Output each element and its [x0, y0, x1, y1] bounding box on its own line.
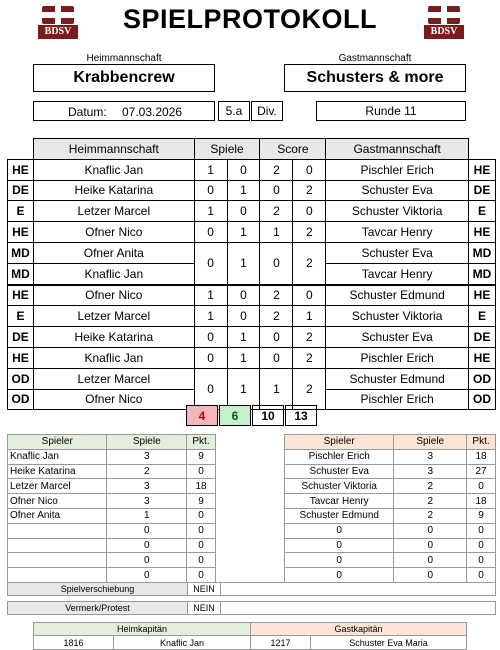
- away-captain-label: Gastkapitän: [251, 623, 466, 636]
- away-stats-player: Pischler Erich: [285, 449, 394, 464]
- away-stats-player: 0: [285, 523, 394, 538]
- match-type-away: HE: [469, 285, 496, 306]
- col-header-score: Score: [260, 139, 326, 160]
- logo-right: BDSV: [424, 4, 464, 40]
- away-stats-player: 0: [285, 538, 394, 553]
- match-away-player: Schuster Viktoria: [326, 201, 469, 222]
- total-score-home: 10: [252, 405, 284, 426]
- captains-block: [33, 622, 467, 650]
- match-type-away: MD: [469, 242, 496, 263]
- match-row: [8, 242, 496, 263]
- home-stats-player: [8, 553, 107, 568]
- away-captain-name: Schuster Eva Maria: [349, 637, 428, 648]
- away-team-label: Gastmannschaft: [338, 52, 412, 64]
- match-s1: 2: [260, 285, 293, 306]
- match-s2: 1: [293, 306, 326, 327]
- match-row: [8, 347, 496, 368]
- match-away-player: Pischler Erich: [326, 389, 469, 410]
- home-stats-games: 3: [107, 449, 187, 464]
- home-stats-row: [8, 479, 216, 494]
- match-table: [7, 138, 496, 410]
- home-stats-games: 0: [107, 523, 187, 538]
- match-type-away: HE: [469, 347, 496, 368]
- away-stats-pts: 0: [467, 553, 496, 568]
- match-g1: 1: [194, 159, 227, 180]
- home-stats-header-games: Spiele: [107, 435, 187, 450]
- away-stats-games: 2: [394, 494, 467, 509]
- protest-value: NEIN: [188, 602, 221, 614]
- away-stats-player: Tavcar Henry: [285, 494, 394, 509]
- match-type-home: MD: [8, 242, 34, 263]
- match-away-player: Tavcar Henry: [326, 263, 469, 284]
- match-type-home: E: [8, 306, 34, 327]
- total-score-away: 13: [285, 405, 317, 426]
- match-g1: 0: [194, 242, 227, 284]
- away-stats-pts: 0: [467, 523, 496, 538]
- home-stats-row: [8, 553, 216, 568]
- division-label: Div.: [251, 101, 283, 121]
- away-stats-pts: 0: [467, 538, 496, 553]
- match-row: [8, 368, 496, 389]
- home-stats-row: [8, 538, 216, 553]
- match-s2: 2: [293, 327, 326, 348]
- home-stats-pts: 0: [187, 553, 216, 568]
- match-s2: 2: [293, 368, 326, 410]
- away-stats-pts: 0: [467, 568, 496, 583]
- home-stats-games: 1: [107, 508, 187, 523]
- home-stats-row: [8, 508, 216, 523]
- postpone-label: Spielverschiebung: [8, 583, 188, 595]
- match-type-away: MD: [469, 263, 496, 284]
- match-type-home: DE: [8, 327, 34, 348]
- match-s1: 0: [260, 242, 293, 284]
- match-type-away: E: [469, 306, 496, 327]
- match-g1: 0: [194, 180, 227, 201]
- match-home-player: Letzer Marcel: [33, 306, 194, 327]
- match-type-away: OD: [469, 368, 496, 389]
- home-stats-row: [8, 494, 216, 509]
- home-stats-games: 0: [107, 538, 187, 553]
- match-s1: 0: [260, 180, 293, 201]
- away-stats-games: 3: [394, 449, 467, 464]
- away-stats-player: 0: [285, 568, 394, 583]
- home-captain-name: Knaflic Jan: [114, 636, 251, 649]
- home-stats-pts: 0: [187, 568, 216, 583]
- match-g2: 1: [227, 327, 260, 348]
- home-stats-header-pts: Pkt.: [187, 435, 216, 450]
- home-stats-row: [8, 523, 216, 538]
- match-away-player: Schuster Edmund: [326, 285, 469, 306]
- match-s2: 2: [293, 222, 326, 243]
- match-type-home: OD: [8, 368, 34, 389]
- home-stats-player: [8, 538, 107, 553]
- match-s1: 1: [260, 368, 293, 410]
- match-s1: 2: [260, 159, 293, 180]
- home-stats-header-player: Spieler: [8, 435, 107, 450]
- match-home-player: Knaflic Jan: [33, 159, 194, 180]
- match-g2: 0: [227, 201, 260, 222]
- away-stats-row: [285, 508, 496, 523]
- match-away-player: Pischler Erich: [326, 347, 469, 368]
- away-stats-player: Schuster Viktoria: [285, 479, 394, 494]
- match-g2: 1: [227, 242, 260, 284]
- away-stats-games: 3: [394, 464, 467, 479]
- home-captain-label: Heimkapitän: [34, 623, 251, 636]
- match-s2: 0: [293, 285, 326, 306]
- date-field: [33, 101, 215, 121]
- match-type-home: HE: [8, 222, 34, 243]
- home-stats-pts: 0: [187, 538, 216, 553]
- match-g1: 0: [194, 327, 227, 348]
- match-type-away: HE: [469, 222, 496, 243]
- home-stats-pts: 0: [187, 508, 216, 523]
- match-s1: 0: [260, 347, 293, 368]
- logo-left: BDSV: [38, 4, 78, 40]
- home-stats-games: 3: [107, 494, 187, 509]
- total-games-away: 6: [219, 405, 251, 426]
- away-stats-row: [285, 464, 496, 479]
- col-header-games: Spiele: [194, 139, 260, 160]
- match-home-player: Letzer Marcel: [33, 201, 194, 222]
- match-type-away: DE: [469, 327, 496, 348]
- col-header-home: Heimmannschaft: [33, 139, 194, 160]
- protest-row: [7, 601, 496, 615]
- home-stats-pts: 9: [187, 449, 216, 464]
- away-stats-pts: 18: [467, 449, 496, 464]
- away-stats-player: Schuster Edmund: [285, 508, 394, 523]
- home-stats-player: Ofner Nico: [8, 494, 107, 509]
- home-stats-player: [8, 568, 107, 583]
- match-row: [8, 180, 496, 201]
- home-stats-row: [8, 449, 216, 464]
- match-g2: 1: [227, 347, 260, 368]
- postpone-row: [7, 582, 496, 596]
- match-type-home: MD: [8, 263, 34, 284]
- match-home-player: Ofner Nico: [33, 285, 194, 306]
- match-g1: 1: [194, 306, 227, 327]
- match-type-home: HE: [8, 347, 34, 368]
- away-stats-games: 0: [394, 538, 467, 553]
- match-g1: 0: [194, 222, 227, 243]
- away-captain-id: 1217: [251, 636, 311, 649]
- date-value: 07.03.2026: [122, 105, 183, 119]
- match-s1: 1: [260, 222, 293, 243]
- match-away-player: Pischler Erich: [326, 159, 469, 180]
- home-stats-player: Ofner Anita: [8, 508, 107, 523]
- home-stats-player: Letzer Marcel: [8, 479, 107, 494]
- away-stats-header-player: Spieler: [285, 435, 394, 450]
- away-stats-games: 0: [394, 568, 467, 583]
- match-g2: 0: [227, 285, 260, 306]
- match-home-player: Heike Katarina: [33, 180, 194, 201]
- match-s1: 0: [260, 327, 293, 348]
- away-stats-pts: 18: [467, 494, 496, 509]
- match-away-player: Schuster Edmund: [326, 368, 469, 389]
- page-title: SPIELPROTOKOLL: [122, 4, 378, 34]
- home-stats-pts: 18: [187, 479, 216, 494]
- home-team-label: Heimmannschaft: [86, 52, 162, 64]
- home-stats-player: Heike Katarina: [8, 464, 107, 479]
- match-type-home: HE: [8, 285, 34, 306]
- match-type-home: OD: [8, 389, 34, 410]
- match-type-home: DE: [8, 180, 34, 201]
- match-g2: 1: [227, 180, 260, 201]
- match-away-player: Schuster Viktoria: [326, 306, 469, 327]
- home-stats-games: 0: [107, 568, 187, 583]
- away-team-name: Schusters & more: [284, 64, 466, 92]
- away-stats-header-games: Spiele: [394, 435, 467, 450]
- home-stats-pts: 9: [187, 494, 216, 509]
- match-home-player: Knaflic Jan: [33, 347, 194, 368]
- match-row: [8, 327, 496, 348]
- away-stats-pts: 9: [467, 508, 496, 523]
- away-stats-games: 2: [394, 508, 467, 523]
- match-home-player: Ofner Nico: [33, 222, 194, 243]
- match-type-away: HE: [469, 159, 496, 180]
- match-home-player: Letzer Marcel: [33, 368, 194, 389]
- home-stats-row: [8, 464, 216, 479]
- home-stats-table: [7, 434, 216, 583]
- away-stats-games: 0: [394, 523, 467, 538]
- away-stats-games: 0: [394, 553, 467, 568]
- match-s2: 2: [293, 347, 326, 368]
- match-s1: 2: [260, 201, 293, 222]
- col-header-away: Gastmannschaft: [326, 139, 469, 160]
- home-stats-row: [8, 568, 216, 583]
- match-away-player: Tavcar Henry: [326, 222, 469, 243]
- away-stats-row: [285, 494, 496, 509]
- match-g1: 0: [194, 368, 227, 410]
- total-games-home: 4: [186, 405, 218, 426]
- away-stats-row: [285, 568, 496, 583]
- match-row: [8, 222, 496, 243]
- match-g1: 1: [194, 285, 227, 306]
- match-g2: 1: [227, 222, 260, 243]
- match-g2: 0: [227, 159, 260, 180]
- match-type-home: HE: [8, 159, 34, 180]
- home-team-name: Krabbencrew: [33, 64, 215, 92]
- match-row: [8, 159, 496, 180]
- away-stats-player: Schuster Eva: [285, 464, 394, 479]
- match-g2: 1: [227, 368, 260, 410]
- away-stats-row: [285, 479, 496, 494]
- away-stats-pts: 27: [467, 464, 496, 479]
- match-s2: 2: [293, 180, 326, 201]
- home-stats-games: 0: [107, 553, 187, 568]
- away-stats-player: 0: [285, 553, 394, 568]
- match-type-away: DE: [469, 180, 496, 201]
- postpone-value: NEIN: [188, 583, 221, 595]
- match-s2: 0: [293, 159, 326, 180]
- match-row: [8, 306, 496, 327]
- home-stats-pts: 0: [187, 523, 216, 538]
- match-g2: 0: [227, 306, 260, 327]
- home-captain-id: 1816: [34, 636, 114, 649]
- match-s2: 2: [293, 242, 326, 284]
- away-stats-row: [285, 449, 496, 464]
- away-stats-row: [285, 553, 496, 568]
- date-label: Datum:: [68, 105, 107, 119]
- home-stats-games: 2: [107, 464, 187, 479]
- home-stats-pts: 0: [187, 464, 216, 479]
- away-stats-row: [285, 523, 496, 538]
- match-type-home: E: [8, 201, 34, 222]
- away-stats-pts: 0: [467, 479, 496, 494]
- match-away-player: Schuster Eva: [326, 242, 469, 263]
- match-type-away: E: [469, 201, 496, 222]
- match-home-player: Knaflic Jan: [33, 263, 194, 284]
- match-type-away: OD: [469, 389, 496, 410]
- match-row: [8, 285, 496, 306]
- match-g1: 1: [194, 201, 227, 222]
- away-stats-header-pts: Pkt.: [467, 435, 496, 450]
- away-stats-table: [284, 434, 496, 583]
- round-field: Runde 11: [316, 101, 466, 121]
- match-s1: 2: [260, 306, 293, 327]
- division-number: 5.a: [218, 101, 250, 121]
- match-away-player: Schuster Eva: [326, 180, 469, 201]
- match-home-player: Ofner Nico: [33, 389, 194, 410]
- match-away-player: Schuster Eva: [326, 327, 469, 348]
- match-row: [8, 201, 496, 222]
- home-stats-player: [8, 523, 107, 538]
- match-home-player: Heike Katarina: [33, 327, 194, 348]
- match-home-player: Ofner Anita: [33, 242, 194, 263]
- away-stats-row: [285, 538, 496, 553]
- away-stats-games: 2: [394, 479, 467, 494]
- home-stats-player: Knaflic Jan: [8, 449, 107, 464]
- protest-label: Vermerk/Protest: [8, 602, 188, 614]
- match-s2: 0: [293, 201, 326, 222]
- match-g1: 0: [194, 347, 227, 368]
- home-stats-games: 3: [107, 479, 187, 494]
